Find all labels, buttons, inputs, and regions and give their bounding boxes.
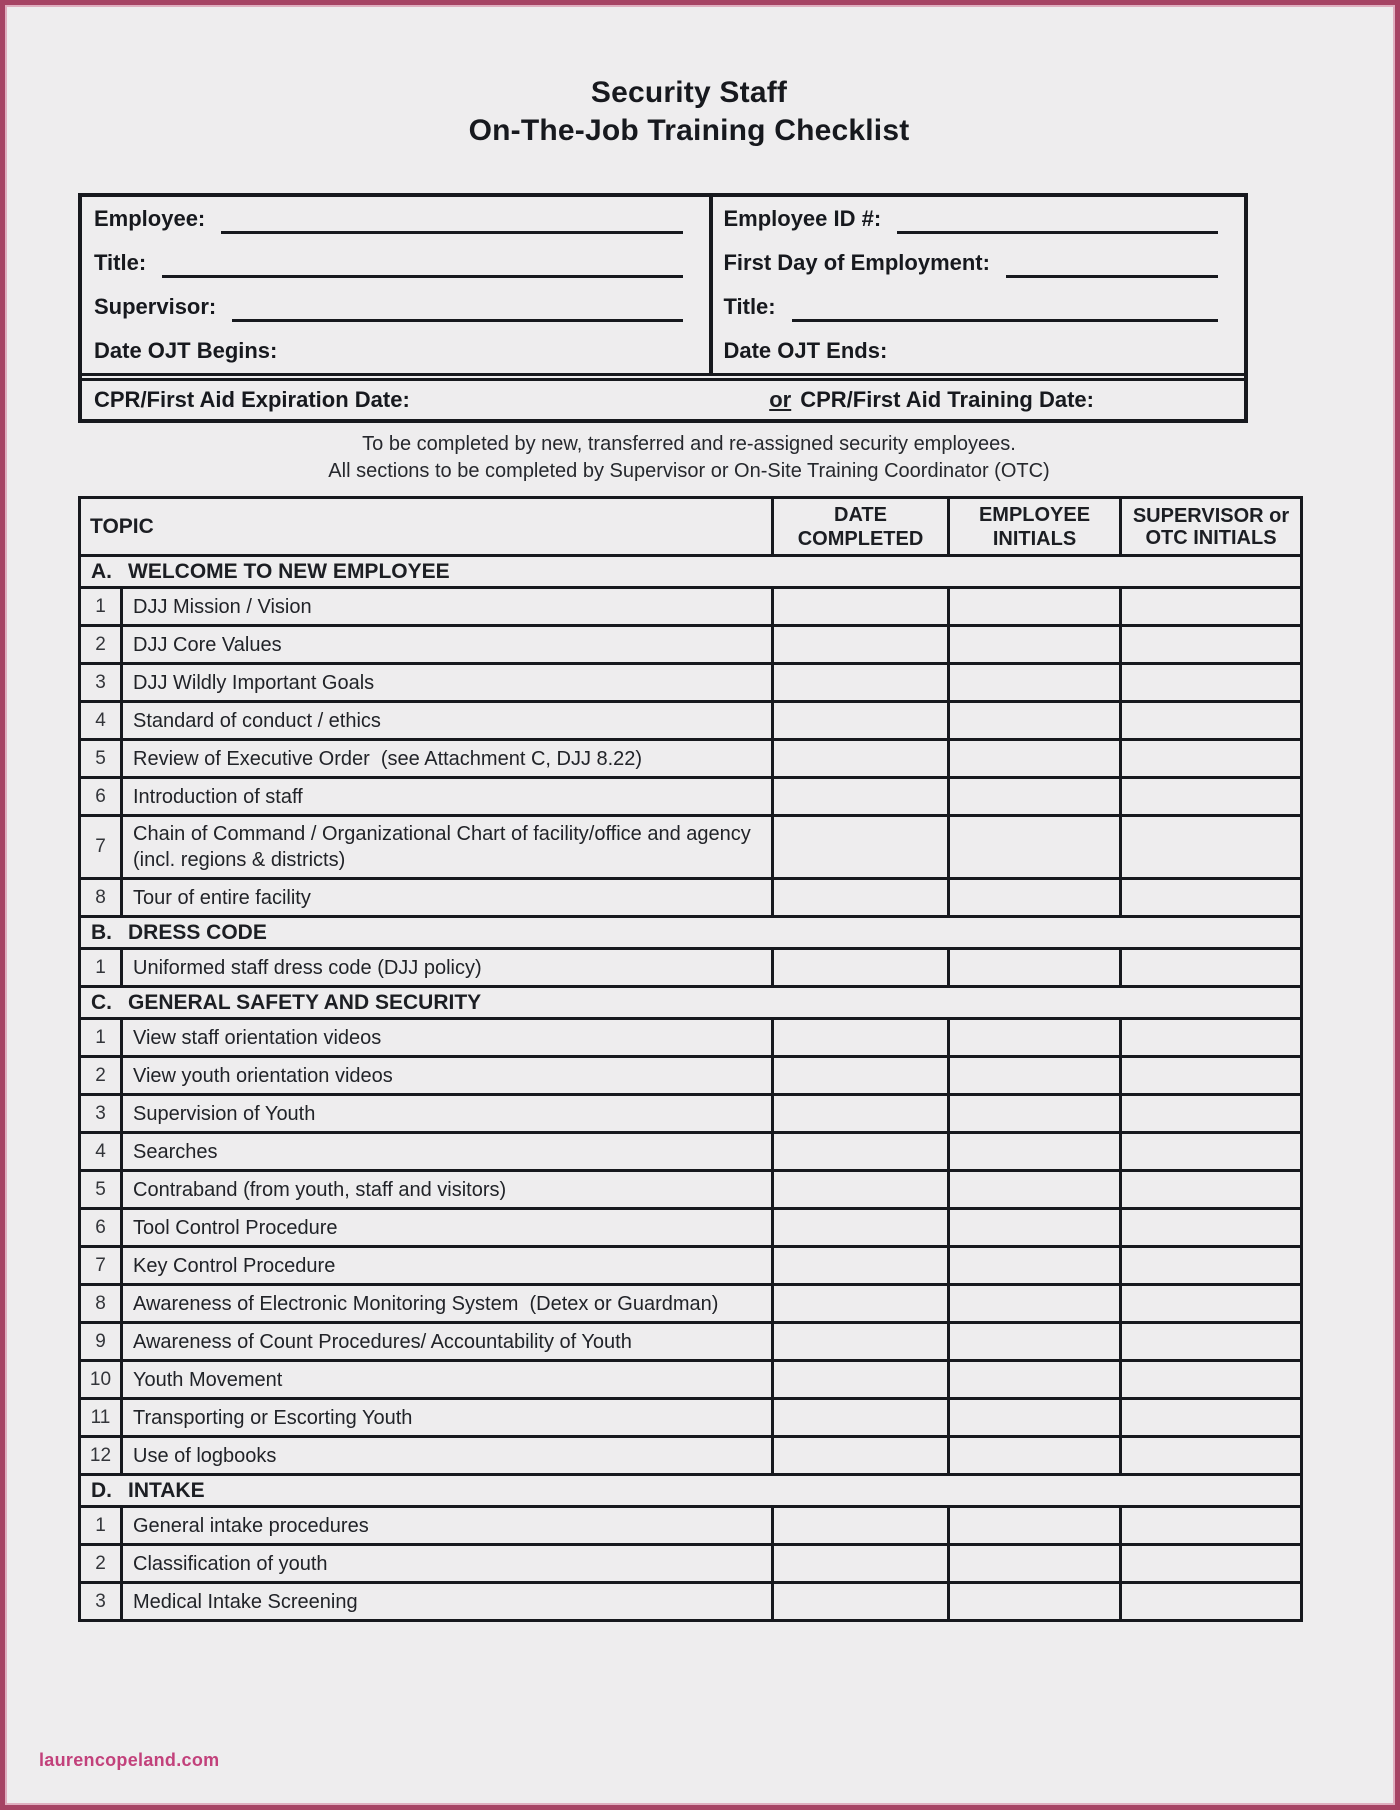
supervisor-otc-initials-cell bbox=[1121, 740, 1302, 778]
date-completed-cell bbox=[773, 740, 949, 778]
topic-cell: DJJ Mission / Vision bbox=[122, 588, 773, 626]
date-completed-cell bbox=[773, 816, 949, 879]
supervisor-title-field-line bbox=[792, 293, 1218, 322]
employee-initials-cell bbox=[949, 949, 1121, 987]
checklist-row bbox=[80, 740, 1302, 778]
date-completed-cell bbox=[773, 1057, 949, 1095]
row-number-cell: 8 bbox=[80, 1285, 122, 1323]
topic-cell: Tool Control Procedure bbox=[122, 1209, 773, 1247]
supervisor-otc-initials-cell bbox=[1121, 1399, 1302, 1437]
date-completed-cell bbox=[773, 1019, 949, 1057]
supervisor-otc-initials-cell bbox=[1121, 664, 1302, 702]
employee-initials-cell bbox=[949, 740, 1121, 778]
checklist-row bbox=[80, 702, 1302, 740]
checklist-row bbox=[80, 1323, 1302, 1361]
row-number-cell: 8 bbox=[80, 879, 122, 917]
date-completed-cell bbox=[773, 1399, 949, 1437]
checklist-row bbox=[80, 1545, 1302, 1583]
date-completed-cell bbox=[773, 626, 949, 664]
topic-cell: Tour of entire facility bbox=[122, 879, 773, 917]
row-number-cell: 2 bbox=[80, 1057, 122, 1095]
topic-cell: View staff orientation videos bbox=[122, 1019, 773, 1057]
date-completed-cell bbox=[773, 1171, 949, 1209]
date-completed-cell bbox=[773, 949, 949, 987]
cpr-first-aid-row bbox=[82, 373, 1244, 419]
section-letter: D. bbox=[91, 1478, 112, 1502]
date-completed-column-header: DATE COMPLETED bbox=[773, 498, 949, 556]
checklist-row bbox=[80, 1399, 1302, 1437]
instructions-line2: All sections to be completed by Supervisor or On-Site Training Coordinator (OTC) bbox=[328, 460, 1050, 482]
row-number-cell: 1 bbox=[80, 1507, 122, 1545]
supervisor-otc-initials-cell bbox=[1121, 1507, 1302, 1545]
supervisor-otc-initials-cell bbox=[1121, 702, 1302, 740]
row-number-cell: 4 bbox=[80, 1133, 122, 1171]
row-number-cell: 12 bbox=[80, 1437, 122, 1475]
row-number-cell: 2 bbox=[80, 1545, 122, 1583]
section-header-row bbox=[80, 556, 1302, 588]
row-number-cell: 6 bbox=[80, 778, 122, 816]
info-row-employee bbox=[82, 197, 1244, 241]
employee-initials-cell bbox=[949, 664, 1121, 702]
section-header-cell bbox=[80, 917, 1302, 949]
date-completed-cell bbox=[773, 1361, 949, 1399]
row-number-cell: 2 bbox=[80, 626, 122, 664]
row-number-cell: 1 bbox=[80, 588, 122, 626]
employee-initials-cell bbox=[949, 702, 1121, 740]
supervisor-otc-initials-cell bbox=[1121, 1247, 1302, 1285]
checklist-row bbox=[80, 1361, 1302, 1399]
row-number-cell: 6 bbox=[80, 1209, 122, 1247]
title-label: Title: bbox=[94, 250, 147, 275]
employee-initials-cell bbox=[949, 1507, 1121, 1545]
supervisor-otc-initials-cell bbox=[1121, 1583, 1302, 1621]
checklist-row bbox=[80, 778, 1302, 816]
topic-cell: Introduction of staff bbox=[122, 778, 773, 816]
employee-initials-cell bbox=[949, 1057, 1121, 1095]
supervisor-otc-initials-cell bbox=[1121, 1209, 1302, 1247]
employee-initials-cell bbox=[949, 1583, 1121, 1621]
checklist-row bbox=[80, 1133, 1302, 1171]
topic-cell: DJJ Core Values bbox=[122, 626, 773, 664]
supervisor-otc-initials-cell bbox=[1121, 1133, 1302, 1171]
topic-cell: Chain of Command / Organizational Chart of facility/office and agency (incl. regions & districts) bbox=[122, 816, 773, 879]
date-ojt-ends-label: Date OJT Ends: bbox=[723, 338, 888, 363]
supervisor-otc-initials-cell bbox=[1121, 1545, 1302, 1583]
checklist-row bbox=[80, 1247, 1302, 1285]
supervisor-otc-initials-cell bbox=[1121, 1437, 1302, 1475]
checklist-row bbox=[80, 626, 1302, 664]
topic-cell: Uniformed staff dress code (DJJ policy) bbox=[122, 949, 773, 987]
instructions-line1: To be completed by new, transferred and re-assigned security employees. bbox=[362, 433, 1016, 455]
checklist-row bbox=[80, 1095, 1302, 1133]
employee-initials-cell bbox=[949, 1209, 1121, 1247]
checklist-row bbox=[80, 1019, 1302, 1057]
date-completed-cell bbox=[773, 1209, 949, 1247]
employee-id-field-line bbox=[897, 205, 1218, 234]
cpr-training-label: CPR/First Aid Training Date: bbox=[800, 387, 1094, 412]
first-day-label: First Day of Employment: bbox=[723, 250, 990, 275]
supervisor-otc-initials-cell bbox=[1121, 1323, 1302, 1361]
section-title: WELCOME TO NEW EMPLOYEE bbox=[128, 559, 450, 583]
checklist-row bbox=[80, 1437, 1302, 1475]
section-header-row bbox=[80, 1475, 1302, 1507]
row-number-cell: 3 bbox=[80, 664, 122, 702]
date-completed-cell bbox=[773, 1285, 949, 1323]
date-completed-cell bbox=[773, 1437, 949, 1475]
row-number-cell: 4 bbox=[80, 702, 122, 740]
row-number-cell: 5 bbox=[80, 740, 122, 778]
watermark-text: laurencopeland.com bbox=[39, 1750, 220, 1770]
checklist-row bbox=[80, 588, 1302, 626]
row-number-cell: 1 bbox=[80, 949, 122, 987]
info-row-supervisor bbox=[82, 285, 1244, 329]
row-number-cell: 5 bbox=[80, 1171, 122, 1209]
section-header-cell bbox=[80, 556, 1302, 588]
form-title bbox=[78, 74, 1300, 150]
section-header-row bbox=[80, 987, 1302, 1019]
checklist-row bbox=[80, 949, 1302, 987]
supervisor-otc-initials-cell bbox=[1121, 778, 1302, 816]
employee-id-label: Employee ID #: bbox=[723, 206, 882, 231]
supervisor-field-line bbox=[232, 293, 683, 322]
supervisor-otc-initials-cell bbox=[1121, 879, 1302, 917]
date-completed-cell bbox=[773, 1545, 949, 1583]
info-row-title bbox=[82, 241, 1244, 285]
employee-initials-cell bbox=[949, 1437, 1121, 1475]
section-title: GENERAL SAFETY AND SECURITY bbox=[128, 990, 482, 1014]
checklist-row bbox=[80, 1057, 1302, 1095]
employee-info-box bbox=[78, 193, 1248, 423]
employee-initials-column-header: EMPLOYEE INITIALS bbox=[949, 498, 1121, 556]
topic-cell: Transporting or Escorting Youth bbox=[122, 1399, 773, 1437]
section-letter: B. bbox=[91, 920, 112, 944]
employee-initials-cell bbox=[949, 626, 1121, 664]
checklist-row bbox=[80, 1209, 1302, 1247]
checklist-row bbox=[80, 879, 1302, 917]
supervisor-label: Supervisor: bbox=[94, 294, 217, 319]
row-number-cell: 1 bbox=[80, 1019, 122, 1057]
row-number-cell: 7 bbox=[80, 1247, 122, 1285]
employee-label: Employee: bbox=[94, 206, 206, 231]
date-completed-cell bbox=[773, 1133, 949, 1171]
topic-cell: Contraband (from youth, staff and visitors) bbox=[122, 1171, 773, 1209]
topic-cell: Youth Movement bbox=[122, 1361, 773, 1399]
employee-initials-cell bbox=[949, 1133, 1121, 1171]
checklist-body bbox=[80, 556, 1302, 1621]
supervisor-otc-initials-cell bbox=[1121, 816, 1302, 879]
date-completed-cell bbox=[773, 1095, 949, 1133]
checklist-row bbox=[80, 1285, 1302, 1323]
topic-cell: Standard of conduct / ethics bbox=[122, 702, 773, 740]
topic-cell: Key Control Procedure bbox=[122, 1247, 773, 1285]
employee-initials-cell bbox=[949, 1171, 1121, 1209]
section-title: INTAKE bbox=[128, 1478, 205, 1502]
checklist-row bbox=[80, 664, 1302, 702]
employee-initials-cell bbox=[949, 816, 1121, 879]
supervisor-otc-initials-cell bbox=[1121, 626, 1302, 664]
date-ojt-begins-label: Date OJT Begins: bbox=[94, 338, 278, 363]
first-day-field-line bbox=[1006, 249, 1218, 278]
topic-cell: Supervision of Youth bbox=[122, 1095, 773, 1133]
employee-initials-cell bbox=[949, 1285, 1121, 1323]
employee-initials-cell bbox=[949, 1361, 1121, 1399]
row-number-cell: 3 bbox=[80, 1095, 122, 1133]
employee-initials-cell bbox=[949, 778, 1121, 816]
row-number-cell: 11 bbox=[80, 1399, 122, 1437]
employee-initials-cell bbox=[949, 1399, 1121, 1437]
row-number-cell: 9 bbox=[80, 1323, 122, 1361]
date-completed-cell bbox=[773, 1247, 949, 1285]
topic-cell: Searches bbox=[122, 1133, 773, 1171]
supervisor-otc-initials-cell bbox=[1121, 1285, 1302, 1323]
row-number-cell: 7 bbox=[80, 816, 122, 879]
date-completed-cell bbox=[773, 879, 949, 917]
topic-cell: Use of logbooks bbox=[122, 1437, 773, 1475]
topic-cell: Review of Executive Order (see Attachment C, DJJ 8.22) bbox=[122, 740, 773, 778]
title-field-line bbox=[162, 249, 683, 278]
employee-initials-cell bbox=[949, 1545, 1121, 1583]
instructions-text bbox=[78, 431, 1300, 485]
info-row-ojt-dates bbox=[82, 329, 1244, 373]
supervisor-otc-initials-cell bbox=[1121, 1361, 1302, 1399]
employee-field-line bbox=[221, 205, 683, 234]
date-completed-cell bbox=[773, 1507, 949, 1545]
row-number-cell: 3 bbox=[80, 1583, 122, 1621]
table-header-row bbox=[80, 498, 1302, 556]
supervisor-otc-initials-cell bbox=[1121, 1019, 1302, 1057]
employee-initials-cell bbox=[949, 1323, 1121, 1361]
training-checklist-table bbox=[78, 496, 1303, 1622]
form-title-line1: Security Staff bbox=[590, 76, 788, 109]
topic-column-header: TOPIC bbox=[80, 498, 773, 556]
row-number-cell: 10 bbox=[80, 1361, 122, 1399]
date-completed-cell bbox=[773, 778, 949, 816]
topic-cell: Awareness of Electronic Monitoring System (Detex or Guardman) bbox=[122, 1285, 773, 1323]
supervisor-initials-column-header: SUPERVISOR or OTC INITIALS bbox=[1121, 498, 1302, 556]
topic-cell: Classification of youth bbox=[122, 1545, 773, 1583]
section-title: DRESS CODE bbox=[128, 920, 267, 944]
section-letter: C. bbox=[91, 990, 112, 1014]
date-completed-cell bbox=[773, 664, 949, 702]
topic-cell: Awareness of Count Procedures/ Accountability of Youth bbox=[122, 1323, 773, 1361]
employee-initials-cell bbox=[949, 1247, 1121, 1285]
checklist-row bbox=[80, 1171, 1302, 1209]
checklist-row bbox=[80, 1583, 1302, 1621]
date-completed-cell bbox=[773, 702, 949, 740]
checklist-row bbox=[80, 816, 1302, 879]
date-completed-cell bbox=[773, 1583, 949, 1621]
section-header-row bbox=[80, 917, 1302, 949]
cpr-expiration-label: CPR/First Aid Expiration Date: bbox=[94, 387, 410, 412]
checklist-row bbox=[80, 1507, 1302, 1545]
topic-cell: Medical Intake Screening bbox=[122, 1583, 773, 1621]
date-completed-cell bbox=[773, 588, 949, 626]
topic-cell: View youth orientation videos bbox=[122, 1057, 773, 1095]
supervisor-otc-initials-cell bbox=[1121, 1057, 1302, 1095]
employee-initials-cell bbox=[949, 879, 1121, 917]
form-title-line2: On-The-Job Training Checklist bbox=[468, 114, 910, 147]
supervisor-otc-initials-cell bbox=[1121, 949, 1302, 987]
topic-cell: DJJ Wildly Important Goals bbox=[122, 664, 773, 702]
employee-initials-cell bbox=[949, 588, 1121, 626]
or-conjunction: or bbox=[769, 387, 792, 412]
section-header-cell bbox=[80, 1475, 1302, 1507]
supervisor-title-label: Title: bbox=[723, 294, 776, 319]
supervisor-otc-initials-cell bbox=[1121, 1095, 1302, 1133]
supervisor-otc-initials-cell bbox=[1121, 588, 1302, 626]
employee-initials-cell bbox=[949, 1019, 1121, 1057]
topic-cell: General intake procedures bbox=[122, 1507, 773, 1545]
employee-initials-cell bbox=[949, 1095, 1121, 1133]
date-completed-cell bbox=[773, 1323, 949, 1361]
section-letter: A. bbox=[91, 559, 112, 583]
supervisor-otc-initials-cell bbox=[1121, 1171, 1302, 1209]
section-header-cell bbox=[80, 987, 1302, 1019]
